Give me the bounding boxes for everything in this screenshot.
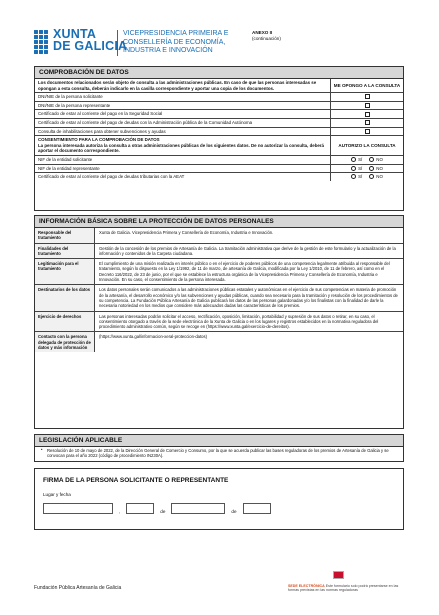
sede-brand: SEDE ELECTRÓNICA xyxy=(288,584,325,588)
doc-row xyxy=(35,128,403,137)
privacy-text: Las personas interesadas podrán solicitar el acceso, rectificación, oposición, limitación, portabilidad y supresión de sus datos o retirar, en su caso, el consentimiento otorgado a través de la sede electrónica de la Xunta de Galicia o en los lugares y registros establecidos en la normativa reguladora del procedimiento administrativo común, según se recoge en (https://www.xunta.gal/exercicio-de-dereitos). xyxy=(99,313,379,330)
privacy-label: Legitimación para el tratamiento xyxy=(35,259,95,284)
month-input[interactable] xyxy=(171,503,225,514)
spain-flag-icon xyxy=(333,571,344,579)
data-verification-section xyxy=(34,66,404,211)
year-input[interactable] xyxy=(243,503,271,514)
authorize-header-row xyxy=(35,136,403,156)
privacy-label: Responsable del tratamiento xyxy=(35,228,95,243)
privacy-text: Gestión de la concesión de los premios de Artesanía de Galicia. La tramitación administrativa que derive de la gestión de este formulario y la actualización de la información y contenidos de la Carpeta ciudadana. xyxy=(99,245,396,256)
legislation-text: • Resolución de 10 de mayo de 2022, de la Dirección General de Comercio y Consumo, por la que se acuerda publicar las bases reguladoras de los premios de Artesanía de Galicia y se convocan para el año 2022 (código de procedimiento IN230A). xyxy=(35,447,403,460)
privacy-label: Destinatarios de los datos xyxy=(35,285,95,310)
signature-section xyxy=(34,468,404,530)
annex-continuation: (continuación) xyxy=(252,36,281,41)
legislation-section xyxy=(34,434,404,462)
doc-row xyxy=(35,110,403,119)
privacy-row xyxy=(35,228,403,244)
day-input[interactable] xyxy=(126,503,154,514)
department-name xyxy=(117,30,228,56)
xunta-logo-icon xyxy=(34,30,50,56)
no-label: NO xyxy=(376,165,383,171)
privacy-text: El cumplimiento de una misión realizada en interés público o en el ejercicio de poderes públicos de una competencia legalmente atribuida al responsable del tratamiento, según lo dispuesto en la Ley 1/1992, de 11 de marzo, de artesanía de Galicia, modificada por la Ley 1/2010, de 11 de febrero, así como en el Decreto 116/2022, de 23 de junio, por el que se establece la estructura orgánica de la Vicepresidencia Primera y Consellería de Economía, Industria e Innovación. En su caso, el consentimiento de la persona interesada. xyxy=(99,261,390,283)
auth-doc-label: NIF de la entidad solicitante xyxy=(35,156,331,164)
dept-line-1: VICEPRESIDENCIA PRIMEIRA E xyxy=(123,30,229,37)
comma-separator: , xyxy=(119,509,121,514)
no-label: NO xyxy=(376,156,383,162)
logo-line-2: DE GALICIA xyxy=(53,39,128,53)
oppose-checkbox[interactable] xyxy=(365,120,370,125)
oppose-checkbox[interactable] xyxy=(365,112,370,117)
auth-row xyxy=(35,173,403,181)
privacy-row xyxy=(35,285,403,311)
logo-line-1: XUNTA xyxy=(53,27,97,41)
privacy-row xyxy=(35,259,403,285)
no-radio[interactable] xyxy=(369,174,374,179)
yes-radio[interactable] xyxy=(351,166,356,171)
annex-label xyxy=(252,30,281,42)
auth-row xyxy=(35,165,403,174)
consent-header-row xyxy=(35,79,403,93)
privacy-text: Xunta de Galicia. Vicepresidencia Primera y Consellería de Economía, Industria e Innovación. xyxy=(99,230,274,235)
dept-line-2: CONSELLERÍA DE ECONOMÍA, xyxy=(123,38,226,46)
footer-organization: Fundación Pública Artesanía de Galicia xyxy=(34,585,122,591)
doc-label: Consulta de inhabilitaciones para obtener subvenciones y ayudas xyxy=(35,128,331,136)
no-radio[interactable] xyxy=(369,157,374,162)
auth-row xyxy=(35,156,403,165)
signature-title: FIRMA DE LA PERSONA SOLICITANTE O REPRESENTANTE xyxy=(43,477,229,484)
data-protection-section xyxy=(34,215,404,429)
authorize-intro xyxy=(35,136,331,155)
authorize-column-header: AUTORIZO LA CONSULTA xyxy=(338,142,396,148)
no-label: NO xyxy=(376,174,383,180)
place-date-fields xyxy=(35,503,403,520)
sede-note-text: Este formulario solo podrá presentarse en las formas previstas en las normas reguladoras xyxy=(288,584,399,592)
no-radio[interactable] xyxy=(369,166,374,171)
consent-subtitle: CONSENTIMIENTO PARA LA COMPROBACIÓN DE DATOS xyxy=(38,137,160,143)
yes-radio[interactable] xyxy=(351,174,356,179)
oppose-column-header: ME OPONGO A LA CONSULTA xyxy=(333,82,401,88)
doc-label: Certificado de estar al corriente del pago en la Seguridad Social xyxy=(35,110,331,118)
doc-label: DNI/NIE de la persona solicitante xyxy=(35,93,331,101)
doc-row xyxy=(35,102,403,111)
consent-intro: Los documentos relacionados serán objeto de consulta a las administraciones públicas. En caso de que las personas interesadas se opongan a esta consulta, deberán indicarlo en la casilla correspondiente y aportar una copia de los documentos. xyxy=(35,79,331,92)
doc-row xyxy=(35,119,403,128)
privacy-label: Ejercicio de derechos xyxy=(35,312,95,332)
privacy-row xyxy=(35,244,403,260)
yes-label: SÍ xyxy=(358,174,363,180)
dept-line-3: INDUSTRIA E INNOVACIÓN xyxy=(123,47,213,54)
privacy-row xyxy=(35,312,403,333)
yes-label: SÍ xyxy=(358,165,363,171)
privacy-label: Contacto con la persona delegada de protección de datos y más información xyxy=(35,332,95,352)
annex-title: ANEXO II xyxy=(252,30,273,35)
auth-doc-label: NIF de la entidad representante xyxy=(35,165,331,173)
privacy-link[interactable]: (https://www.xunta.gal/informacion-xeral-proteccion-datos) xyxy=(99,334,207,340)
section-title: COMPROBACIÓN DE DATOS xyxy=(35,67,403,79)
yes-radio[interactable] xyxy=(351,157,356,162)
oppose-checkbox[interactable] xyxy=(365,94,370,99)
oppose-checkbox[interactable] xyxy=(365,103,370,108)
place-date-label: Lugar y fecha xyxy=(43,492,71,497)
xunta-logo xyxy=(34,28,127,62)
de-label: de xyxy=(231,509,237,514)
place-input[interactable] xyxy=(43,503,113,514)
doc-label: Certificado de estar al corriente del pago de deudas con la Administración pública de la Comunidad Autónoma xyxy=(35,119,331,127)
eu-logo xyxy=(333,567,369,583)
privacy-text: Los datos personales serán comunicados a las administraciones públicas estatales y autonómicas en el ejercicio de sus competencias en materia de promoción de la artesanía, el desarrollo económico y/o las subvenciones y ayudas públicas, cuando sea necesario para la tramitación y resolución de los procedimientos de su competencia. La Fundación Pública Artesanía de Galicia publicará los datos de las personas galardonadas y/o los finalistas con la finalidad de darle la necesaria notoriedad en los medios que considere más adecuados dadas las características de los premios. xyxy=(99,287,398,309)
consent-intro-text: La persona interesada autoriza la consulta a otras administraciones públicas de los siguientes datos. De no autorizar la consulta, deberá aportar el documento correspondiente. xyxy=(38,142,324,154)
auth-doc-label: Certificado de estar al corriente del pago de deudas tributarias con la AEAT xyxy=(35,173,331,181)
yes-label: SÍ xyxy=(358,156,363,162)
section-title: LEGISLACIÓN APLICABLE xyxy=(35,435,403,447)
section-title: INFORMACIÓN BÁSICA SOBRE LA PROTECCIÓN DE DATOS PERSONALES xyxy=(35,216,403,228)
sede-electronica-note xyxy=(288,584,408,592)
doc-row xyxy=(35,93,403,102)
privacy-label: Finalidades del tratamiento xyxy=(35,244,95,259)
oppose-checkbox[interactable] xyxy=(365,129,370,134)
de-label: de xyxy=(160,509,166,514)
privacy-row xyxy=(35,332,403,352)
place-date-line xyxy=(35,486,403,503)
doc-label: DNI/NIE de la persona representante xyxy=(35,102,331,110)
